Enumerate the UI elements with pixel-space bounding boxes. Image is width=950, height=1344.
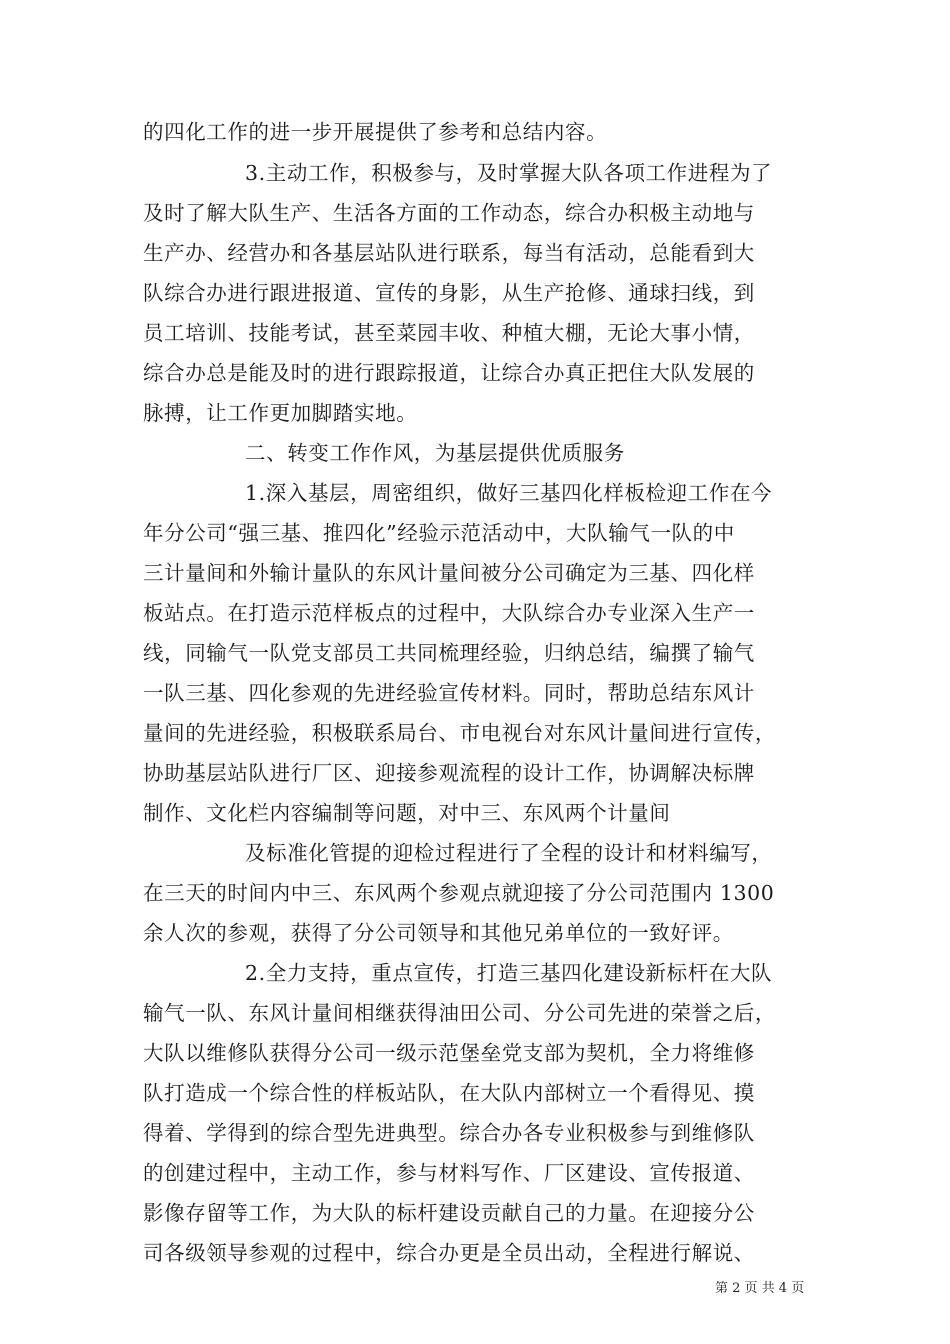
text-line: 余人次的参观，获得了分公司领导和其他兄弟单位的一致好评。 (143, 921, 734, 945)
text-line: 量间的先进经验，积极联系局台、市电视台对东风计量间进行宣传， (143, 721, 776, 745)
text-line: 3.主动工作，积极参与，及时掌握大队各项工作进程为了 (245, 161, 773, 185)
text-line: 年分公司“强三基、推四化”经验示范活动中，大队输气一队的中 (143, 521, 735, 545)
text-line: 的四化工作的进一步开展提供了参考和总结内容。 (143, 120, 608, 144)
text-line: 影像存留等工作，为大队的标杆建设贡献自己的力量。在迎接分公 (143, 1201, 755, 1225)
text-line: 的创建过程中，主动工作，参与材料写作、厂区建设、宣传报道、 (143, 1161, 755, 1185)
text-line: 协助基层站队进行厂区、迎接参观流程的设计工作，协调解决标牌 (143, 761, 755, 785)
page-number: 第 2 页 共 4 页 (715, 1281, 805, 1296)
text-line: 制作、文化栏内容编制等问题，对中三、东风两个计量间 (143, 801, 671, 825)
text-line: 一队三基、四化参观的先进经验宣传材料。同时，帮助总结东风计 (143, 681, 755, 705)
text-line: 2.全力支持，重点宣传，打造三基四化建设新标杆在大队 (245, 961, 773, 985)
text-line: 司各级领导参观的过程中，综合办更是全员出动，全程进行解说、 (143, 1241, 755, 1265)
text-line: 1.深入基层，周密组织，做好三基四化样板检迎工作在今 (245, 481, 773, 505)
text-line: 及时了解大队生产、生活各方面的工作动态，综合办积极主动地与 (143, 201, 755, 225)
text-line: 脉搏，让工作更加脚踏实地。 (143, 401, 418, 425)
text-line: 三计量间和外输计量队的东风计量间被分公司确定为三基、四化样 (143, 561, 755, 585)
text-line: 线，同输气一队党支部员工共同梳理经验，归纳总结，编撰了输气 (143, 641, 755, 665)
text-line: 板站点。在打造示范样板点的过程中，大队综合办专业深入生产一 (143, 601, 755, 625)
text-line: 队打造成一个综合性的样板站队，在大队内部树立一个看得见、摸 (143, 1081, 755, 1105)
text-line: 输气一队、东风计量间相继获得油田公司、分公司先进的荣誉之后， (143, 1001, 776, 1025)
text-line: 大队以维修队获得分公司一级示范堡垒党支部为契机，全力将维修 (143, 1041, 755, 1065)
text-line: 员工培训、技能考试，甚至菜园丰收、种植大棚，无论大事小情， (143, 321, 755, 345)
text-line: 生产办、经营办和各基层站队进行联系，每当有活动，总能看到大 (143, 241, 755, 265)
text-line: 及标准化管提的迎检过程进行了全程的设计和材料编写， (245, 841, 773, 865)
text-line: 队综合办进行跟进报道、宣传的身影，从生产抢修、通球扫线，到 (143, 281, 755, 305)
text-line: 得着、学得到的综合型先进典型。综合办各专业积极参与到维修队 (143, 1121, 755, 1145)
text-line: 综合办总是能及时的进行跟踪报道，让综合办真正把住大队发展的 (143, 361, 755, 385)
section-heading: 二、转变工作作风，为基层提供优质服务 (245, 441, 625, 465)
text-line: 在三天的时间内中三、东风两个参观点就迎接了分公司范围内 1300 (143, 881, 775, 905)
